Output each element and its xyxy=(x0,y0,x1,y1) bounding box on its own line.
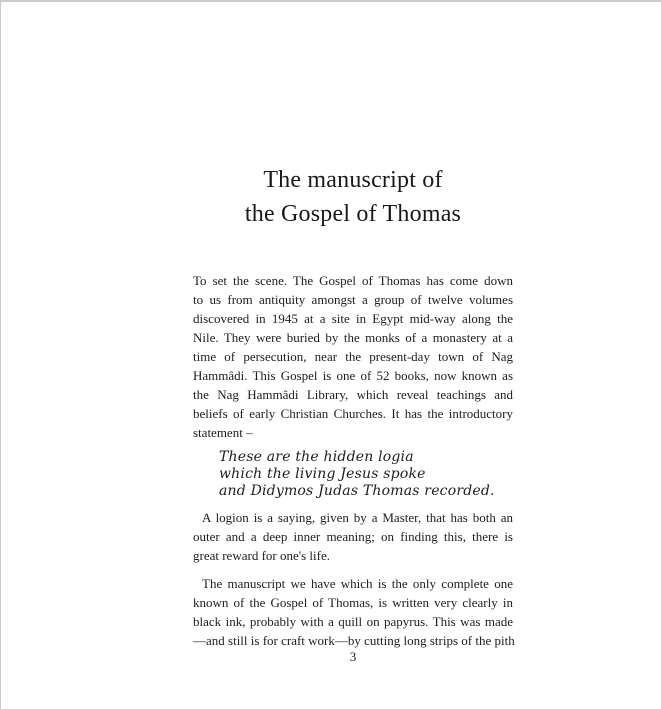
text-line: The manuscript we have which is the only complete one xyxy=(202,576,513,591)
text-line: discovered in 1945 at a site in Egypt mid-way along the xyxy=(193,311,513,326)
text-line: outer and a deep inner meaning; on finding this, there is xyxy=(193,529,513,544)
text-line: To set the scene. The Gospel of Thomas has come down xyxy=(193,273,513,288)
text-line: the Nag Hammâdi Library, which reveal teachings and xyxy=(193,387,513,402)
text-line: known of the Gospel of Thomas, is written very clearly in xyxy=(193,595,513,610)
chapter-title-line-1: The manuscript of xyxy=(263,167,443,193)
page-number: 3 xyxy=(349,649,357,664)
quote-block xyxy=(193,449,513,500)
paragraph xyxy=(193,574,513,650)
text-line: time of persecution, near the present-day town of Nag xyxy=(193,349,513,364)
text-line: Nile. They were buried by the monks of a monastery at a xyxy=(193,330,513,345)
text-line: great reward for one's life. xyxy=(193,548,330,563)
text-line: Hammâdi. This Gospel is one of 52 books, now known as xyxy=(193,368,513,383)
body-text xyxy=(193,271,513,650)
text-line: and Didymos Judas Thomas recorded. xyxy=(219,483,495,499)
text-line: black ink, probably with a quill on papyrus. This was made xyxy=(193,614,513,629)
text-line: statement – xyxy=(193,425,253,440)
text-line: to us from antiquity amongst a group of twelve volumes xyxy=(193,292,513,307)
text-line: —and still is for craft work—by cutting long strips of the pith xyxy=(193,633,515,648)
text-line: which the living Jesus spoke xyxy=(219,466,426,482)
text-line: beliefs of early Christian Churches. It has the introductory xyxy=(193,406,513,421)
paragraph xyxy=(193,271,513,442)
paragraph xyxy=(193,508,513,565)
text-line: A logion is a saying, given by a Master, that has both an xyxy=(202,510,513,525)
chapter-title xyxy=(193,163,513,231)
chapter-title-line-2: the Gospel of Thomas xyxy=(244,201,462,227)
text-line: These are the hidden logia xyxy=(219,449,414,465)
